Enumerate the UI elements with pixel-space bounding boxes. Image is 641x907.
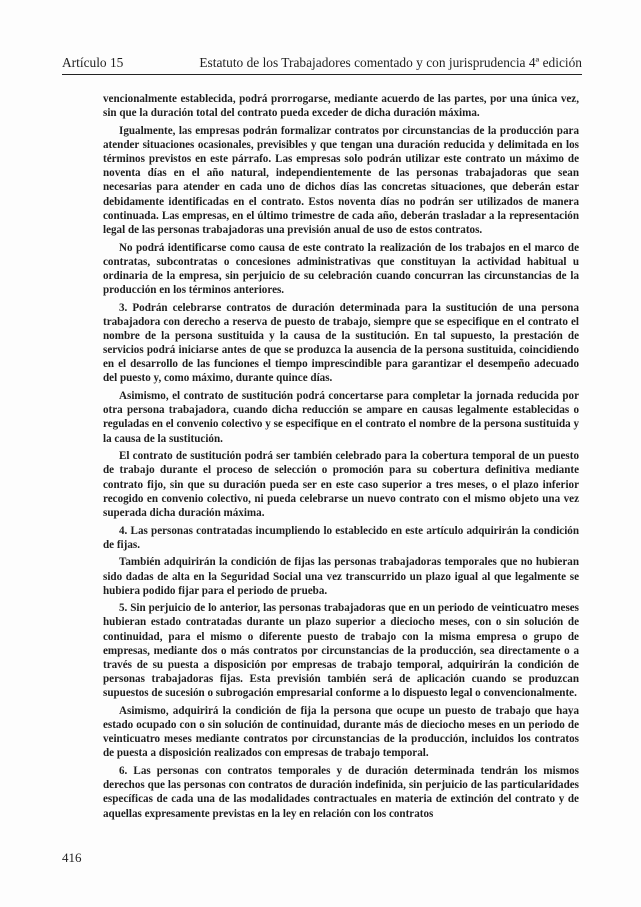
body-text [103,92,579,824]
paragraph: 5. Sin perjuicio de lo anterior, las personas trabajadoras que en un periodo de veinticuatro meses hubieran estado contratadas durante un plazo superior a dieciocho meses, con o sin solución de continuidad, para el mismo o diferente puesto de trabajo con la misma empresa o grupo de empresas, mediante dos o más contratos por circunstancias de la producción, sea directamente o a través de su puesta a disposición por empresas de trabajo temporal, adquirirán la condición de personas trabajadoras fijas. Esta previsión también será de aplicación cuando se produzcan supuestos de sucesión o subrogación empresarial conforme a lo dispuesto legal o convencionalmente. [103,602,579,700]
paragraph: Igualmente, las empresas podrán formalizar contratos por circunstancias de la producción para atender situaciones ocasionales, previsibles y que tengan una duración reducida y delimitada en los términos previstos en este párrafo. Las empresas solo podrán utilizar este contrato un máximo de noventa días en el año natural, independientemente de las personas trabajadoras que sean necesarias para atender en cada uno de dichos días las concretas situaciones, que deberán estar debidamente identificadas en el contrato. Estos noventa días no podrán ser utilizados de manera continuada. Las empresas, en el último trimestre de cada año, deberán trasladar a la representación legal de las personas trabajadoras una previsión anual de uso de estos contratos. [103,124,579,236]
running-header [62,54,582,75]
paragraph: 6. Las personas con contratos temporales y de duración determinada tendrán los mismos derechos que las personas con contratos de duración indefinida, sin perjuicio de las particularidades específicas de cada una de las modalidades contractuales en materia de extinción del contrato y de aquellas expresamente previstas en la ley en relación con los contratos [103,765,579,820]
page-number: 416 [62,850,82,865]
paragraph: vencionalmente establecida, podrá prorrogarse, mediante acuerdo de las partes, por una única vez, sin que la duración total del contrato pueda exceder de dicha duración máxima. [103,93,579,120]
paragraph: 4. Las personas contratadas incumpliendo lo establecido en este artículo adquirirán la condición de fijas. [103,524,579,551]
paragraph: También adquirirán la condición de fijas las personas trabajadoras temporales que no hubieran sido dadas de alta en la Seguridad Social una vez transcurrido un plazo igual al que legalmente se hubiera podido fijar para el periodo de prueba. [103,556,579,597]
article-label: Artículo 15 [62,55,124,70]
paragraph: 3. Podrán celebrarse contratos de duración determinada para la sustitución de una persona trabajadora con derecho a reserva de puesto de trabajo, siempre que se especifique en el contrato el nombre de la persona sustituida y la causa de la sustitución. En tal supuesto, la prestación de servicios podrá iniciarse antes de que se produzca la ausencia de la persona sustituida, coincidiendo en el desarrollo de las funciones el tiempo imprescindible para garantizar el desempeño adecuado del puesto y, como máximo, durante quince días. [103,301,579,385]
book-title: Estatuto de los Trabajadores comentado y con jurisprudencia 4ª edición [199,55,582,70]
paragraph: No podrá identificarse como causa de este contrato la realización de los trabajos en el marco de contratas, subcontratas o concesiones administrativas que constituyan la actividad habitual u ordinaria de la empresa, sin perjuicio de su celebración cuando concurran las circunstancias de la producción en los términos anteriores. [103,241,579,297]
paragraph: Asimismo, el contrato de sustitución podrá concertarse para completar la jornada reducida por otra persona trabajadora, cuando dicha reducción se ampare en causas legalmente establecidas o reguladas en el convenio colectivo y se especifique en el contrato el nombre de la persona sustituida y la causa de la sustitución. [103,390,579,445]
paragraph: Asimismo, adquirirá la condición de fija la persona que ocupe un puesto de trabajo que haya estado ocupado con o sin solución de continuidad, durante más de dieciocho meses en un periodo de veinticuatro meses mediante contratos por circunstancias de la producción, incluidos los contratos de puesta a disposición realizados con empresas de trabajo temporal. [103,704,579,760]
paragraph: El contrato de sustitución podrá ser también celebrado para la cobertura temporal de un puesto de trabajo durante el proceso de selección o promoción para su cobertura definitiva mediante contrato fijo, sin que su duración pueda ser en este caso superior a tres meses, o el plazo inferior recogido en convenio colectivo, ni pueda celebrarse un nuevo contrato con el mismo objeto una vez superada dicha duración máxima. [103,450,579,519]
